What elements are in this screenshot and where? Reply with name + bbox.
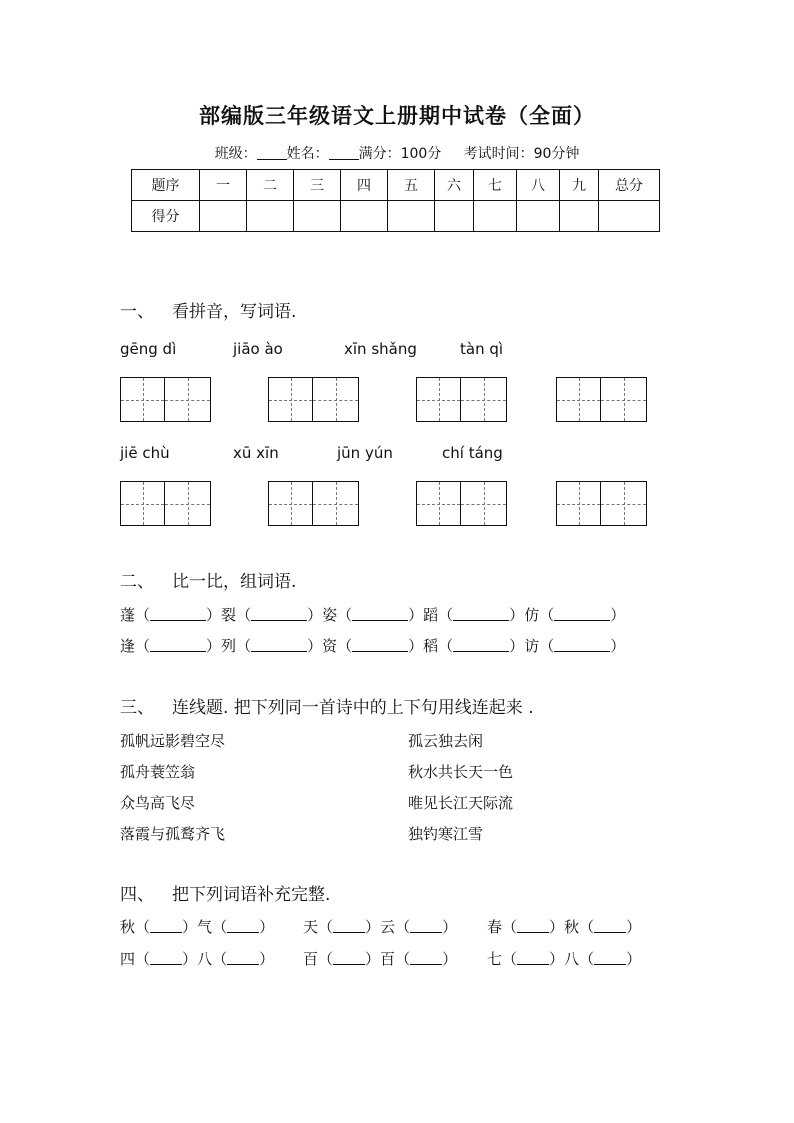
compare-char: 仿 [524, 606, 540, 624]
answer-blank[interactable] [227, 919, 259, 933]
answer-blank[interactable] [554, 607, 610, 621]
section-number: 一、 [120, 302, 154, 322]
poem-line-right[interactable]: 独钓寒江雪 [408, 825, 484, 843]
page-title: 部编版三年级语文上册期中试卷（全面） [199, 103, 595, 128]
compare-char: 列 [221, 637, 237, 655]
idiom-char: 百 [380, 950, 396, 968]
pinyin-item: tàn qì [460, 340, 504, 358]
pinyin-item: chí táng [442, 444, 503, 462]
answer-blank[interactable] [517, 951, 549, 965]
tianzige-box[interactable] [416, 377, 507, 422]
tianzige-cell[interactable] [313, 481, 359, 526]
compare-char: 姿 [322, 606, 338, 624]
section-number: 二、 [120, 572, 154, 592]
idiom-char: 秋 [564, 918, 580, 936]
tianzige-cell[interactable] [313, 377, 359, 422]
idiom-char: 四 [120, 950, 136, 968]
score-header-cell: 六 [435, 170, 474, 201]
poem-line-left[interactable]: 孤舟蓑笠翁 [120, 763, 196, 781]
answer-blank[interactable] [333, 951, 365, 965]
poem-line-left[interactable]: 落霞与孤鹜齐飞 [120, 825, 226, 843]
exam-time-label: 考试时间：90分钟 [463, 146, 580, 162]
poem-line-right[interactable]: 孤云独去闲 [408, 732, 484, 750]
tianzige-box[interactable] [268, 481, 359, 526]
idiom-char: 八 [197, 950, 213, 968]
tianzige-cell[interactable] [461, 377, 507, 422]
idiom-group: 天（ ）云（ ） [303, 918, 458, 936]
compare-row: 逢（ ）列（ ）资（ ）稻（ ）访（ ） [120, 637, 626, 655]
section-1-heading [120, 297, 296, 322]
answer-blank[interactable] [453, 638, 509, 652]
compare-char: 逢 [120, 637, 136, 655]
score-header-cell: 八 [517, 170, 560, 201]
section-title: 比一比，组词语. [172, 572, 297, 592]
idiom-char: 春 [487, 918, 503, 936]
answer-blank[interactable] [594, 919, 626, 933]
score-cell[interactable] [599, 201, 660, 232]
section-title: 看拼音，写词语. [172, 302, 297, 322]
tianzige-cell[interactable] [268, 377, 313, 422]
answer-blank[interactable] [251, 607, 307, 621]
score-cell[interactable] [247, 201, 294, 232]
score-cell[interactable] [388, 201, 435, 232]
score-cell[interactable] [517, 201, 560, 232]
tianzige-cell[interactable] [165, 377, 211, 422]
idiom-char: 百 [303, 950, 319, 968]
score-header-cell: 七 [474, 170, 517, 201]
answer-blank[interactable] [554, 638, 610, 652]
compare-char: 访 [524, 637, 540, 655]
class-blank[interactable] [257, 147, 287, 160]
tianzige-box[interactable] [268, 377, 359, 422]
idiom-group: 四（ ）八（ ） [120, 950, 275, 968]
compare-char: 蓬 [120, 606, 136, 624]
tianzige-box[interactable] [556, 481, 647, 526]
tianzige-cell[interactable] [461, 481, 507, 526]
tianzige-cell[interactable] [120, 481, 165, 526]
section-4-heading [120, 880, 330, 905]
pinyin-item: gēng dì [120, 340, 177, 358]
answer-blank[interactable] [150, 607, 206, 621]
section-title: 把下列词语补充完整. [172, 885, 331, 905]
score-cell[interactable] [341, 201, 388, 232]
tianzige-cell[interactable] [120, 377, 165, 422]
score-cell[interactable] [560, 201, 599, 232]
answer-blank[interactable] [594, 951, 626, 965]
poem-line-right[interactable]: 唯见长江天际流 [408, 794, 514, 812]
tianzige-box[interactable] [120, 377, 211, 422]
exam-info [0, 143, 794, 163]
tianzige-box[interactable] [556, 377, 647, 422]
class-label: 班级： [214, 146, 257, 162]
section-3-heading [120, 693, 534, 718]
compare-row: 蓬（ ）裂（ ）姿（ ）蹈（ ）仿（ ） [120, 606, 626, 624]
answer-blank[interactable] [453, 607, 509, 621]
pinyin-item: xū xīn [233, 444, 279, 462]
answer-blank[interactable] [410, 919, 442, 933]
section-2-heading [120, 567, 296, 592]
tianzige-cell[interactable] [416, 481, 461, 526]
score-cell[interactable] [294, 201, 341, 232]
tianzige-box[interactable] [416, 481, 507, 526]
section-number: 四、 [120, 885, 154, 905]
idiom-group: 春（ ）秋（ ） [487, 918, 642, 936]
poem-line-left[interactable]: 孤帆远影碧空尽 [120, 732, 226, 750]
compare-char: 裂 [221, 606, 237, 624]
answer-blank[interactable] [150, 638, 206, 652]
score-cell[interactable] [474, 201, 517, 232]
score-cell[interactable] [435, 201, 474, 232]
compare-char: 稻 [423, 637, 439, 655]
tianzige-cell[interactable] [556, 377, 601, 422]
score-header-cell: 二 [247, 170, 294, 201]
tianzige-cell[interactable] [416, 377, 461, 422]
score-table-header-row [132, 170, 660, 201]
score-header-cell: 一 [200, 170, 247, 201]
score-table [131, 169, 660, 232]
idiom-group: 百（ ）百（ ） [303, 950, 458, 968]
tianzige-cell[interactable] [165, 481, 211, 526]
tianzige-cell[interactable] [601, 377, 647, 422]
name-label: 姓名： [286, 146, 329, 162]
answer-blank[interactable] [333, 919, 365, 933]
poem-line-right[interactable]: 秋水共长天一色 [408, 763, 514, 781]
score-header-cell: 五 [388, 170, 435, 201]
idiom-char: 天 [303, 918, 319, 936]
score-cell[interactable] [200, 201, 247, 232]
tianzige-cell[interactable] [268, 481, 313, 526]
pinyin-item: jiāo ào [233, 340, 283, 358]
section-title: 连线题. 把下列同一首诗中的上下句用线连起来 . [172, 698, 534, 718]
answer-blank[interactable] [410, 951, 442, 965]
score-header-cell: 九 [560, 170, 599, 201]
idiom-char: 秋 [120, 918, 136, 936]
score-header-cell: 三 [294, 170, 341, 201]
idiom-char: 气 [197, 918, 213, 936]
name-blank[interactable] [329, 147, 359, 160]
answer-blank[interactable] [227, 951, 259, 965]
answer-blank[interactable] [352, 638, 408, 652]
idiom-char: 八 [564, 950, 580, 968]
answer-blank[interactable] [251, 638, 307, 652]
full-score-label: 满分：100分 [358, 146, 442, 162]
answer-blank[interactable] [150, 951, 182, 965]
score-table-score-row [132, 201, 660, 232]
score-header-cell: 总分 [599, 170, 660, 201]
tianzige-box[interactable] [120, 481, 211, 526]
pinyin-item: jiē chù [120, 444, 170, 462]
answer-blank[interactable] [352, 607, 408, 621]
poem-line-left[interactable]: 众鸟高飞尽 [120, 794, 196, 812]
score-header-cell: 题序 [132, 170, 200, 201]
score-header-cell: 四 [341, 170, 388, 201]
tianzige-cell[interactable] [601, 481, 647, 526]
answer-blank[interactable] [517, 919, 549, 933]
idiom-group: 秋（ ）气（ ） [120, 918, 275, 936]
pinyin-item: jūn yún [337, 444, 393, 462]
compare-char: 蹈 [423, 606, 439, 624]
section-number: 三、 [120, 698, 154, 718]
idiom-char: 七 [487, 950, 503, 968]
idiom-group: 七（ ）八（ ） [487, 950, 642, 968]
tianzige-cell[interactable] [556, 481, 601, 526]
idiom-char: 云 [380, 918, 396, 936]
compare-char: 资 [322, 637, 338, 655]
pinyin-item: xīn shǎng [344, 340, 417, 358]
score-row-label: 得分 [132, 201, 200, 232]
answer-blank[interactable] [150, 919, 182, 933]
